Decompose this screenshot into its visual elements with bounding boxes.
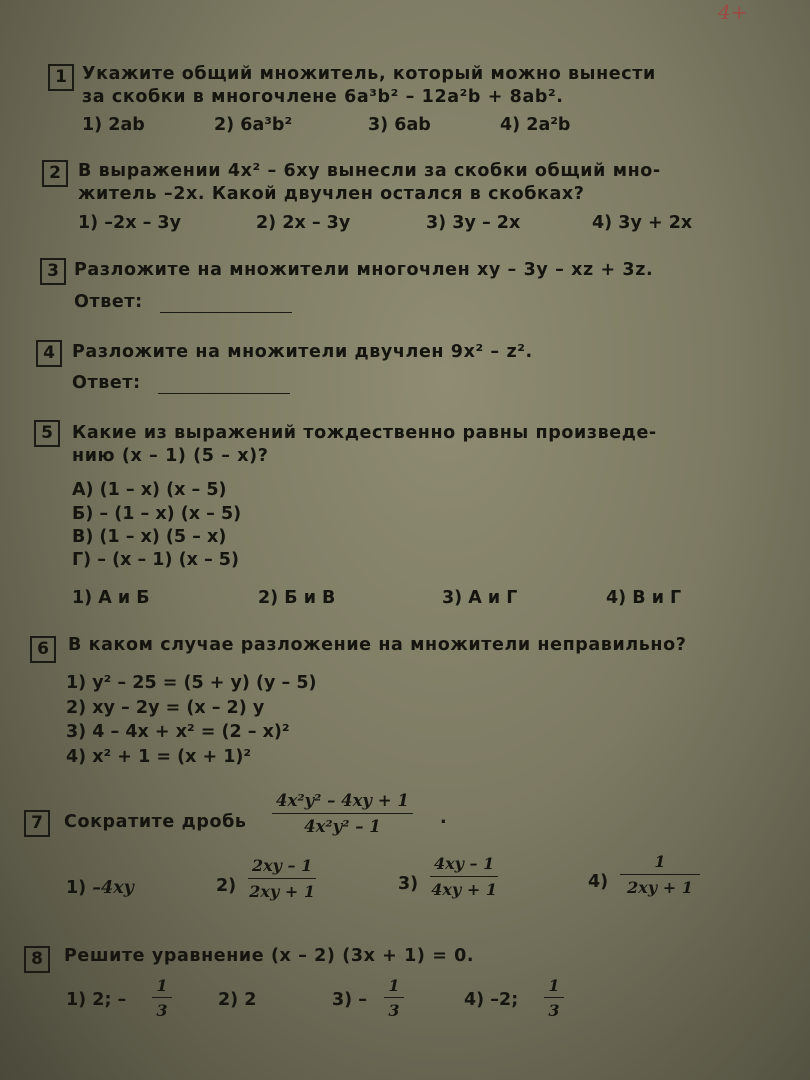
- answer-option[interactable]: 1) –2x – 3y: [78, 213, 182, 233]
- answer-option[interactable]: 1) 2ab: [82, 115, 145, 135]
- task-number: 3: [40, 258, 66, 285]
- answer-field[interactable]: [158, 393, 290, 394]
- answer-option[interactable]: 2) 2x – 3y: [256, 213, 351, 233]
- fraction-denominator: 3: [156, 1001, 168, 1020]
- expression-item: Г) – (x – 1) (x – 5): [72, 550, 239, 570]
- option-label-value: [464, 988, 518, 1012]
- task-text-line: Разложите на множители двучлен 9x² – z².: [72, 342, 533, 362]
- answer-option-2[interactable]: [218, 988, 256, 1012]
- option-fraction: [620, 852, 700, 897]
- option-fraction: [430, 854, 498, 899]
- task-text-line: нию (x – 1) (5 – x)?: [72, 446, 269, 466]
- task-text-line: Какие из выражений тождественно равны произведе-: [72, 423, 657, 443]
- fraction-numerator: 1: [620, 852, 700, 875]
- handwritten-mark: 4+: [718, 0, 748, 24]
- task-text-line: житель –2x. Какой двучлен остался в скобках?: [78, 184, 585, 204]
- answer-option[interactable]: 3) А и Г: [442, 588, 518, 608]
- answer-option[interactable]: 4) В и Г: [606, 588, 682, 608]
- fraction-numerator: 1: [544, 976, 564, 998]
- answer-option-1[interactable]: [66, 876, 134, 900]
- answer-field[interactable]: [160, 312, 292, 313]
- expression-item: В) (1 – x) (5 – x): [72, 527, 227, 547]
- expression-item: А) (1 – x) (x – 5): [72, 480, 227, 500]
- answer-option[interactable]: 3) 3y – 2x: [426, 213, 521, 233]
- option-label-value: [332, 988, 367, 1012]
- answer-option[interactable]: 2) 6a³b²: [214, 115, 293, 135]
- option-fraction: [384, 976, 404, 1020]
- answer-label: Ответ:: [74, 292, 143, 312]
- answer-option[interactable]: 4) 3y + 2x: [592, 213, 693, 233]
- fraction-denominator: 2xy + 1: [249, 882, 315, 901]
- answer-option[interactable]: 3) 4 – 4x + x² = (2 – x)²: [66, 722, 290, 742]
- option-label: 1): [66, 990, 87, 1010]
- option-fraction: [248, 856, 316, 901]
- option-value: –2;: [490, 990, 519, 1010]
- answer-option[interactable]: 1) y² – 25 = (5 + y) (y – 5): [66, 673, 317, 693]
- task-number: 1: [48, 64, 74, 91]
- option-value: –: [358, 990, 368, 1010]
- fraction-denominator: 4xy + 1: [431, 880, 497, 899]
- option-label: 3): [332, 990, 353, 1010]
- task-text-line: Решите уравнение (x – 2) (3x + 1) = 0.: [64, 946, 475, 966]
- fraction-numerator: 2xy – 1: [248, 856, 316, 879]
- option-value: 2: [244, 990, 257, 1010]
- answer-option[interactable]: 4) 2a²b: [500, 115, 571, 135]
- option-label: 4): [588, 872, 609, 892]
- fraction-numerator: 4xy – 1: [430, 854, 498, 877]
- option-value: 2; –: [92, 990, 127, 1010]
- fraction-denominator: 3: [388, 1001, 400, 1020]
- task-fraction: [272, 791, 413, 836]
- option-label: 2): [216, 876, 237, 896]
- option-value: –4xy: [92, 878, 134, 898]
- expression-item: Б) – (1 – x) (x – 5): [72, 504, 242, 524]
- option-label: 2): [218, 990, 239, 1010]
- answer-option[interactable]: 3) 6ab: [368, 115, 431, 135]
- answer-option[interactable]: 2) xy – 2y = (x – 2) y: [66, 698, 265, 718]
- task-number: 8: [24, 946, 50, 973]
- option-label-value: [66, 988, 126, 1012]
- task-text-line: Укажите общий множитель, который можно вынести: [82, 64, 656, 84]
- answer-option[interactable]: 2) Б и В: [258, 588, 336, 608]
- answer-option[interactable]: 4) x² + 1 = (x + 1)²: [66, 747, 252, 767]
- task-text-line: Разложите на множители многочлен xy – 3y – xz + 3z.: [74, 260, 654, 280]
- task-text-line: В выражении 4x² – 6xy вынесли за скобки общий мно-: [78, 161, 661, 181]
- task-text-line: В каком случае разложение на множители неправильно?: [68, 635, 687, 655]
- task-text-line: за скобки в многочлене 6a³b² – 12a²b + 8ab².: [82, 87, 564, 107]
- answer-option[interactable]: 1) А и Б: [72, 588, 150, 608]
- task-number: 7: [24, 810, 50, 837]
- task-number: 5: [34, 420, 60, 447]
- task-number: 2: [42, 160, 68, 187]
- task-number: 4: [36, 340, 62, 367]
- fraction-numerator: 1: [152, 976, 172, 998]
- option-label: 3): [398, 874, 419, 894]
- option-label: 1): [66, 878, 87, 898]
- task-number: 6: [30, 636, 56, 663]
- option-fraction: [544, 976, 564, 1020]
- fraction-numerator: 4x²y² – 4xy + 1: [272, 791, 413, 814]
- punctuation: .: [440, 808, 448, 828]
- answer-label: Ответ:: [72, 373, 141, 393]
- fraction-denominator: 4x²y² – 1: [304, 817, 381, 836]
- fraction-numerator: 1: [384, 976, 404, 998]
- option-label: 4): [464, 990, 485, 1010]
- fraction-denominator: 3: [548, 1001, 560, 1020]
- option-fraction: [152, 976, 172, 1020]
- task-text-line: Сократите дробь: [64, 812, 247, 832]
- fraction-denominator: 2xy + 1: [627, 878, 693, 897]
